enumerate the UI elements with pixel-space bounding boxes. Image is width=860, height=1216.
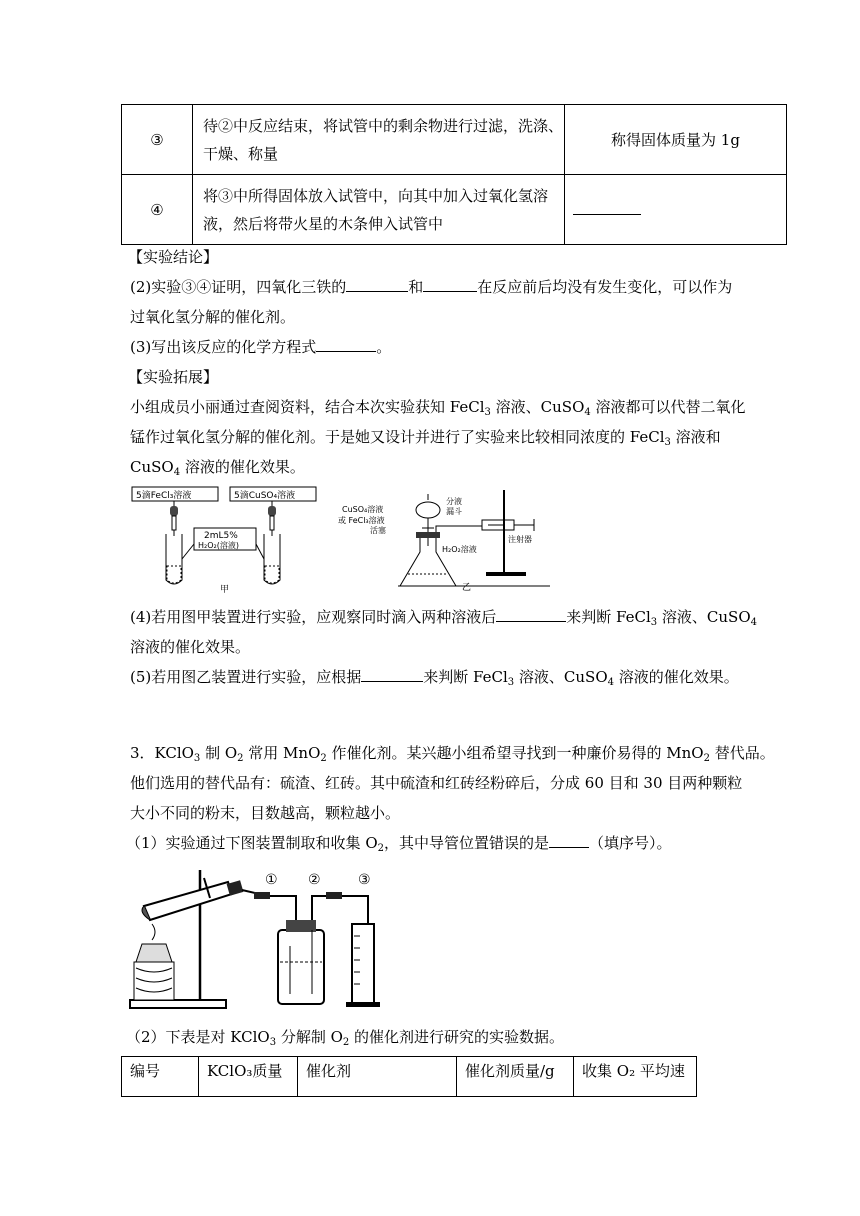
q4-text-b: 来判断 FeCl <box>566 608 651 626</box>
q4-text-c: 溶液、CuSO <box>657 608 751 626</box>
funnel-label-2: 漏斗 <box>446 507 462 516</box>
table-row <box>122 175 787 245</box>
extension-paragraph-line-3 <box>130 456 305 484</box>
alcohol-lamp-icon <box>134 924 174 1000</box>
q2-text-c: 在反应前后均没有发生变化，可以作为 <box>477 278 733 296</box>
subscript: 4 <box>584 407 591 418</box>
ext-text: 小组成员小丽通过查阅资料，结合本次实验获知 FeCl <box>130 398 485 416</box>
experiment-table-top <box>121 104 787 245</box>
subscript: 3 <box>193 753 201 764</box>
step-cell <box>193 175 565 245</box>
ext-text: 锰作过氧化氢分解的催化剂。于是她又设计并进行了实验来比较相同浓度的 FeCl <box>130 428 665 446</box>
dropper-icon <box>170 506 178 536</box>
answer-blank[interactable] <box>346 277 408 292</box>
ext-text: 溶液都可以代替二氧化 <box>590 398 746 416</box>
subscript: 3 <box>269 1037 277 1048</box>
problem-3-line-2: 他们选用的替代品有：硫渣、红砖。其中硫渣和红砖经粉碎后，分成 60 目和 30 目两种颗粒 <box>130 774 743 792</box>
p3q2-text: （2）下表是对 KClO <box>126 1028 270 1046</box>
answer-blank[interactable] <box>549 833 589 848</box>
extension-paragraph-line-1 <box>130 396 746 424</box>
q4-text-a: (4)若用图甲装置进行实验，应观察同时滴入两种溶液后 <box>130 608 497 626</box>
subscript: 3 <box>484 407 491 418</box>
answer-blank[interactable] <box>316 337 376 352</box>
problem-3-question-2 <box>126 1026 564 1054</box>
question-2-line-1 <box>130 276 732 298</box>
p3-text: 常用 MnO <box>243 744 321 762</box>
test-tube-icon <box>264 534 280 584</box>
p3-text: 作催化剂。某兴趣小组希望寻找到一种廉价易得的 MnO <box>326 744 704 762</box>
figure-jia-test-tubes <box>130 484 320 596</box>
ext-text: 溶液、CuSO <box>490 398 585 416</box>
figure-yi-apparatus <box>338 486 550 594</box>
subscript: 3 <box>664 437 671 448</box>
tube-marker-1: ① <box>265 872 278 888</box>
syringe-label: 注射器 <box>508 535 532 544</box>
subscript: 4 <box>750 617 757 628</box>
p3q1-text: （1）实验通过下图装置制取和收集 O <box>126 834 378 852</box>
subscript: 4 <box>607 677 614 688</box>
question-2-line-2: 过氧化氢分解的催化剂。 <box>130 308 296 326</box>
solution-label: CuSO₄溶液 <box>342 505 384 514</box>
problem-3-line-3: 大小不同的粉末，目数越高，颗粒越小。 <box>130 804 401 822</box>
answer-blank[interactable] <box>423 277 477 292</box>
q5-text-d: 溶液的催化效果。 <box>614 668 739 686</box>
funnel-label: 分液 <box>446 497 462 506</box>
figure-oxygen-apparatus <box>128 864 388 1014</box>
ext-text: 溶液和 <box>670 428 721 446</box>
header-cell: KClO₃质量 <box>199 1057 298 1097</box>
step-cell <box>193 105 565 175</box>
p3-text: 替代品。 <box>709 744 775 762</box>
q3-text-a: (3)写出该反应的化学方程式 <box>130 338 317 356</box>
h2o2-volume-label: 2mL5% <box>204 531 238 541</box>
result-cell: 称得固体质量为 1g <box>565 105 787 175</box>
solution-alt-label: 或 FeCl₃溶液 <box>338 516 385 525</box>
result-answer-cell <box>565 175 787 245</box>
question-4-line-2: 溶液的催化效果。 <box>130 638 251 656</box>
header-cell: 催化剂质量/g <box>457 1057 574 1097</box>
question-4-line-1 <box>130 606 757 634</box>
stopcock-label: 活塞 <box>370 526 386 535</box>
table-header-row <box>122 1057 697 1097</box>
step-line: 液，然后将带火星的木条伸入试管中 <box>203 214 444 233</box>
subscript: 2 <box>237 753 244 764</box>
subscript: 4 <box>173 467 181 478</box>
p3q2-text: 分解制 O <box>276 1028 343 1046</box>
row-number: ④ <box>122 175 193 245</box>
tube-marker-3: ③ <box>358 872 371 888</box>
p3q2-text: 的催化剂进行研究的实验数据。 <box>349 1028 565 1046</box>
dropper-label-cuso4: 5滴CuSO₄溶液 <box>234 491 296 501</box>
figure-caption-jia: 甲 <box>220 585 230 595</box>
h2o2-solution-label: H₂O₂(溶液) <box>198 541 239 550</box>
header-cell: 编号 <box>122 1057 199 1097</box>
ext-text: 溶液的催化效果。 <box>180 458 305 476</box>
q2-text-a: (2)实验③④证明，四氧化三铁的 <box>130 278 347 296</box>
h2o2-flask-label: H₂O₂溶液 <box>442 545 477 554</box>
q3-text-b: 。 <box>376 338 392 356</box>
subscript: 3 <box>650 617 658 628</box>
question-3-line <box>130 336 391 358</box>
section-heading-conclusion: 【实验结论】 <box>128 248 219 266</box>
q5-text-a: (5)若用图乙装置进行实验，应根据 <box>130 668 362 686</box>
step-line: 将③中所得固体放入试管中，向其中加入过氧化氢溶 <box>203 186 549 205</box>
subscript: 2 <box>703 753 710 764</box>
graduated-cylinder-icon <box>346 924 380 1007</box>
header-cell: 收集 O₂ 平均速 <box>574 1057 697 1097</box>
q2-text-b: 和 <box>408 278 424 296</box>
problem-3-question-1 <box>126 832 672 860</box>
iron-stand-icon <box>486 490 526 576</box>
problem-3-line-1 <box>130 742 775 770</box>
q5-text-b: 来判断 FeCl <box>423 668 508 686</box>
test-tube-icon <box>166 534 182 584</box>
answer-blank[interactable] <box>573 200 641 215</box>
catalyst-data-table <box>121 1056 697 1097</box>
step-line: 待②中反应结束，将试管中的剩余物进行过滤，洗涤、 <box>203 116 564 135</box>
p3-text: 3．KClO <box>130 744 194 762</box>
header-cell: 催化剂 <box>298 1057 457 1097</box>
subscript: 2 <box>377 843 384 854</box>
subscript: 2 <box>342 1037 350 1048</box>
step-line: 干燥、称量 <box>203 144 279 163</box>
dropper-icon <box>268 506 276 536</box>
gas-bottle-icon <box>278 920 324 1004</box>
subscript: 3 <box>507 677 515 688</box>
row-number: ③ <box>122 105 193 175</box>
p3q1-text: （填序号）。 <box>589 834 672 852</box>
extension-paragraph-line-2 <box>130 426 721 454</box>
answer-blank[interactable] <box>496 607 566 622</box>
test-tube-heated-icon <box>142 878 243 920</box>
p3-text: 制 O <box>200 744 238 762</box>
figure-caption-yi: 乙 <box>462 583 472 593</box>
p3q1-text: ，其中导管位置错误的是 <box>384 834 550 852</box>
q5-text-c: 溶液、CuSO <box>514 668 608 686</box>
answer-blank[interactable] <box>361 667 423 682</box>
section-heading-extension: 【实验拓展】 <box>128 368 219 386</box>
table-row <box>122 105 787 175</box>
dropper-label-fecl3: 5滴FeCl₃溶液 <box>136 491 192 501</box>
tube-marker-2: ② <box>308 872 321 888</box>
question-5-line <box>130 666 739 694</box>
ext-text: CuSO <box>130 458 174 476</box>
subscript: 2 <box>320 753 327 764</box>
